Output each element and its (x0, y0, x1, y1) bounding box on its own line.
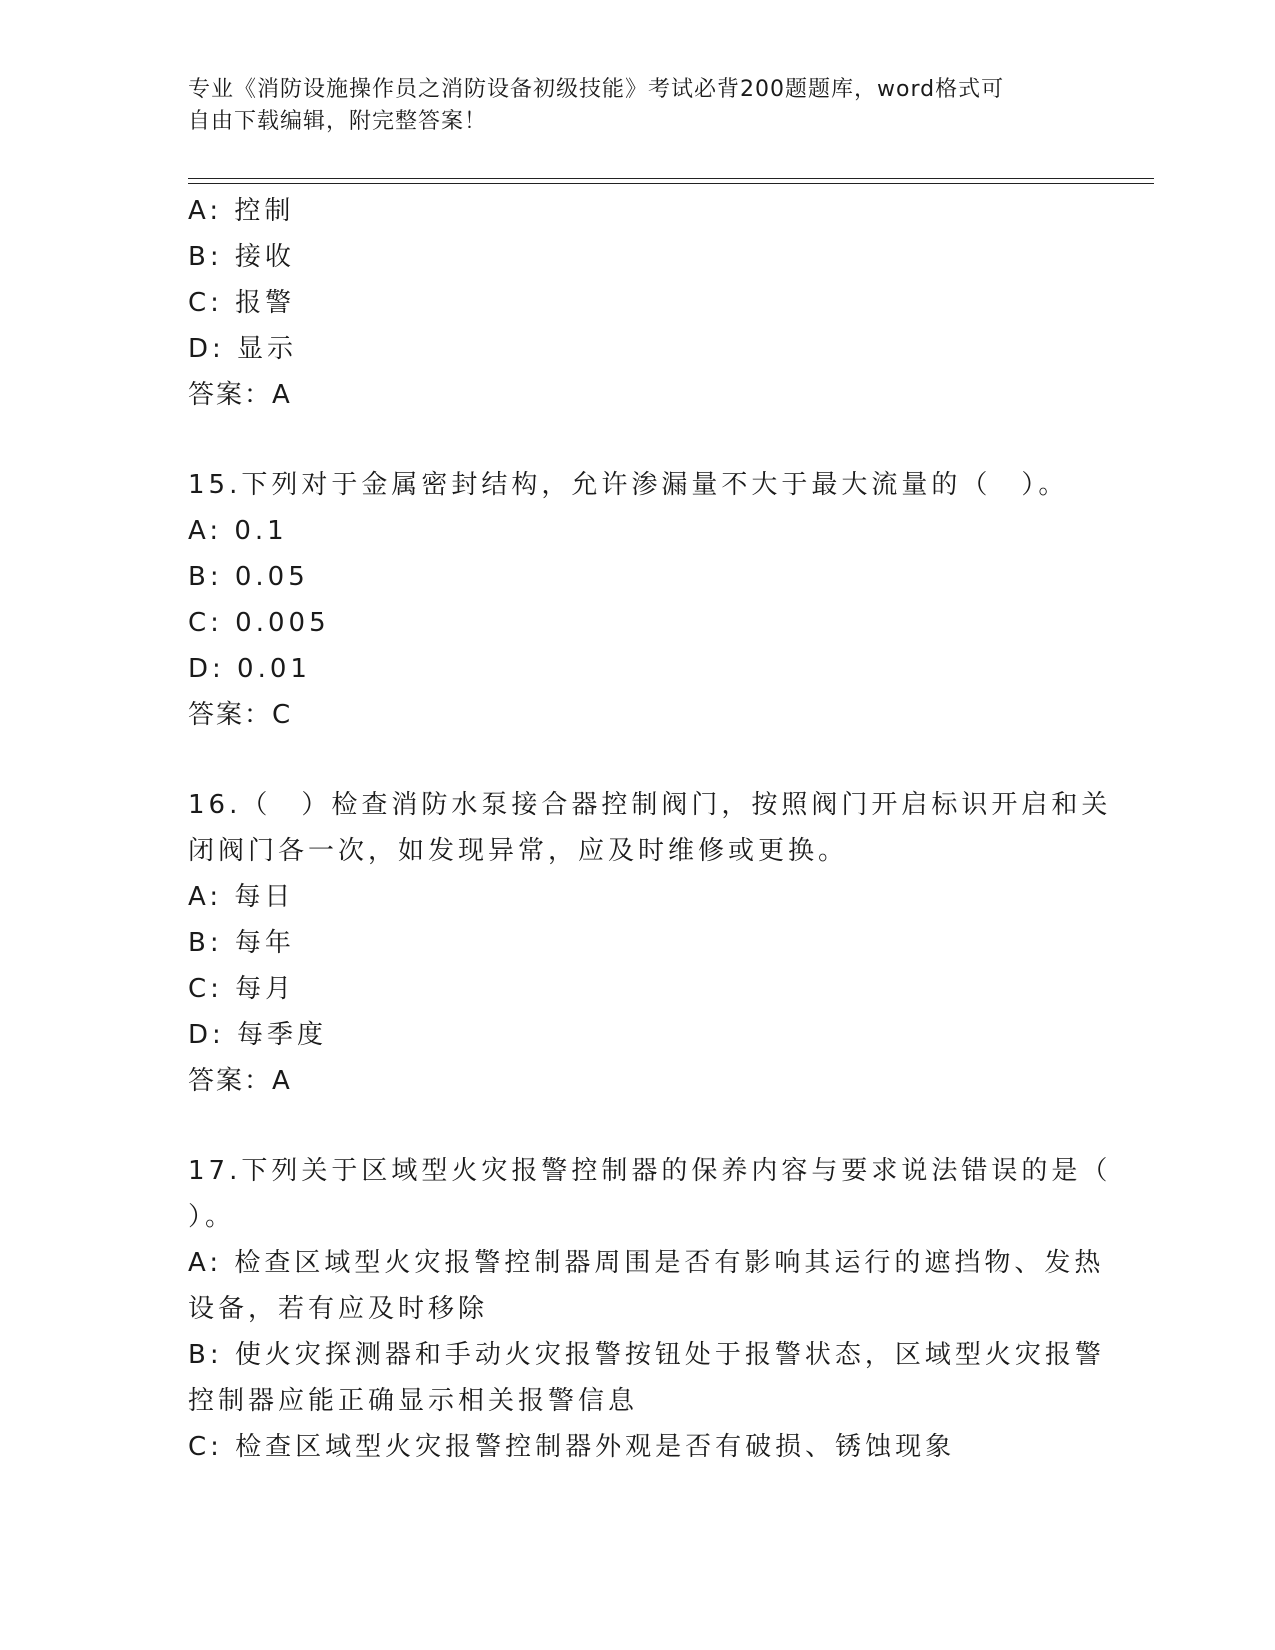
question-text-line-2: ）。 (188, 1202, 236, 1232)
option-b-line-2: 控制器应能正确显示相关报警信息 (188, 1386, 639, 1416)
question-block-17 (188, 1148, 1112, 1470)
header-rule-top (188, 178, 1154, 179)
header-rule-bottom (188, 183, 1154, 184)
header-line-1: 专业《消防设施操作员之消防设备初级技能》考试必背200题题库，word格式可 (188, 77, 1005, 102)
option-b: B: 接收 (188, 242, 295, 272)
option-c: C: 报警 (188, 288, 296, 318)
option-d: D: 每季度 (188, 1020, 328, 1050)
option-a-line-1: A: 检查区域型火灾报警控制器周围是否有影响其运行的遮挡物、发热 (188, 1248, 1105, 1278)
question-text: 15.下列对于金属密封结构，允许渗漏量不大于最大流量的（ ）。 (188, 470, 1069, 500)
option-d: D: 0.01 (188, 654, 311, 684)
option-c: C: 检查区域型火灾报警控制器外观是否有破损、锈蚀现象 (188, 1432, 956, 1462)
option-b: B: 每年 (188, 928, 295, 958)
question-list (188, 188, 1112, 1470)
option-c: C: 每月 (188, 974, 296, 1004)
question-block-15 (188, 462, 1088, 738)
option-a: A: 0.1 (188, 516, 288, 546)
option-b: B: 0.05 (188, 562, 309, 592)
answer-line: 答案：A (188, 1066, 292, 1096)
option-a: A: 控制 (188, 196, 295, 226)
answer-line: 答案：C (188, 700, 293, 730)
question-text-line-1: 17.下列关于区域型火灾报警控制器的保养内容与要求说法错误的是（ (188, 1156, 1112, 1186)
option-a-line-2: 设备，若有应及时移除 (188, 1294, 489, 1324)
option-d: D: 显示 (188, 334, 298, 364)
option-c: C: 0.005 (188, 608, 330, 638)
question-block-16 (188, 782, 1112, 1104)
document-header (188, 74, 1088, 138)
question-text-line-2: 闭阀门各一次，如发现异常，应及时维修或更换。 (188, 836, 849, 866)
answer-line: 答案：A (188, 380, 292, 410)
question-text-line-1: 16.（ ）检查消防水泵接合器控制阀门，按照阀门开启标识开启和关 (188, 790, 1112, 820)
header-line-2: 自由下载编辑，附完整答案！ (188, 109, 488, 134)
option-a: A: 每日 (188, 882, 295, 912)
question-block-14 (188, 188, 1088, 418)
option-b-line-1: B: 使火灾探测器和手动火灾报警按钮处于报警状态，区域型火灾报警 (188, 1340, 1105, 1370)
